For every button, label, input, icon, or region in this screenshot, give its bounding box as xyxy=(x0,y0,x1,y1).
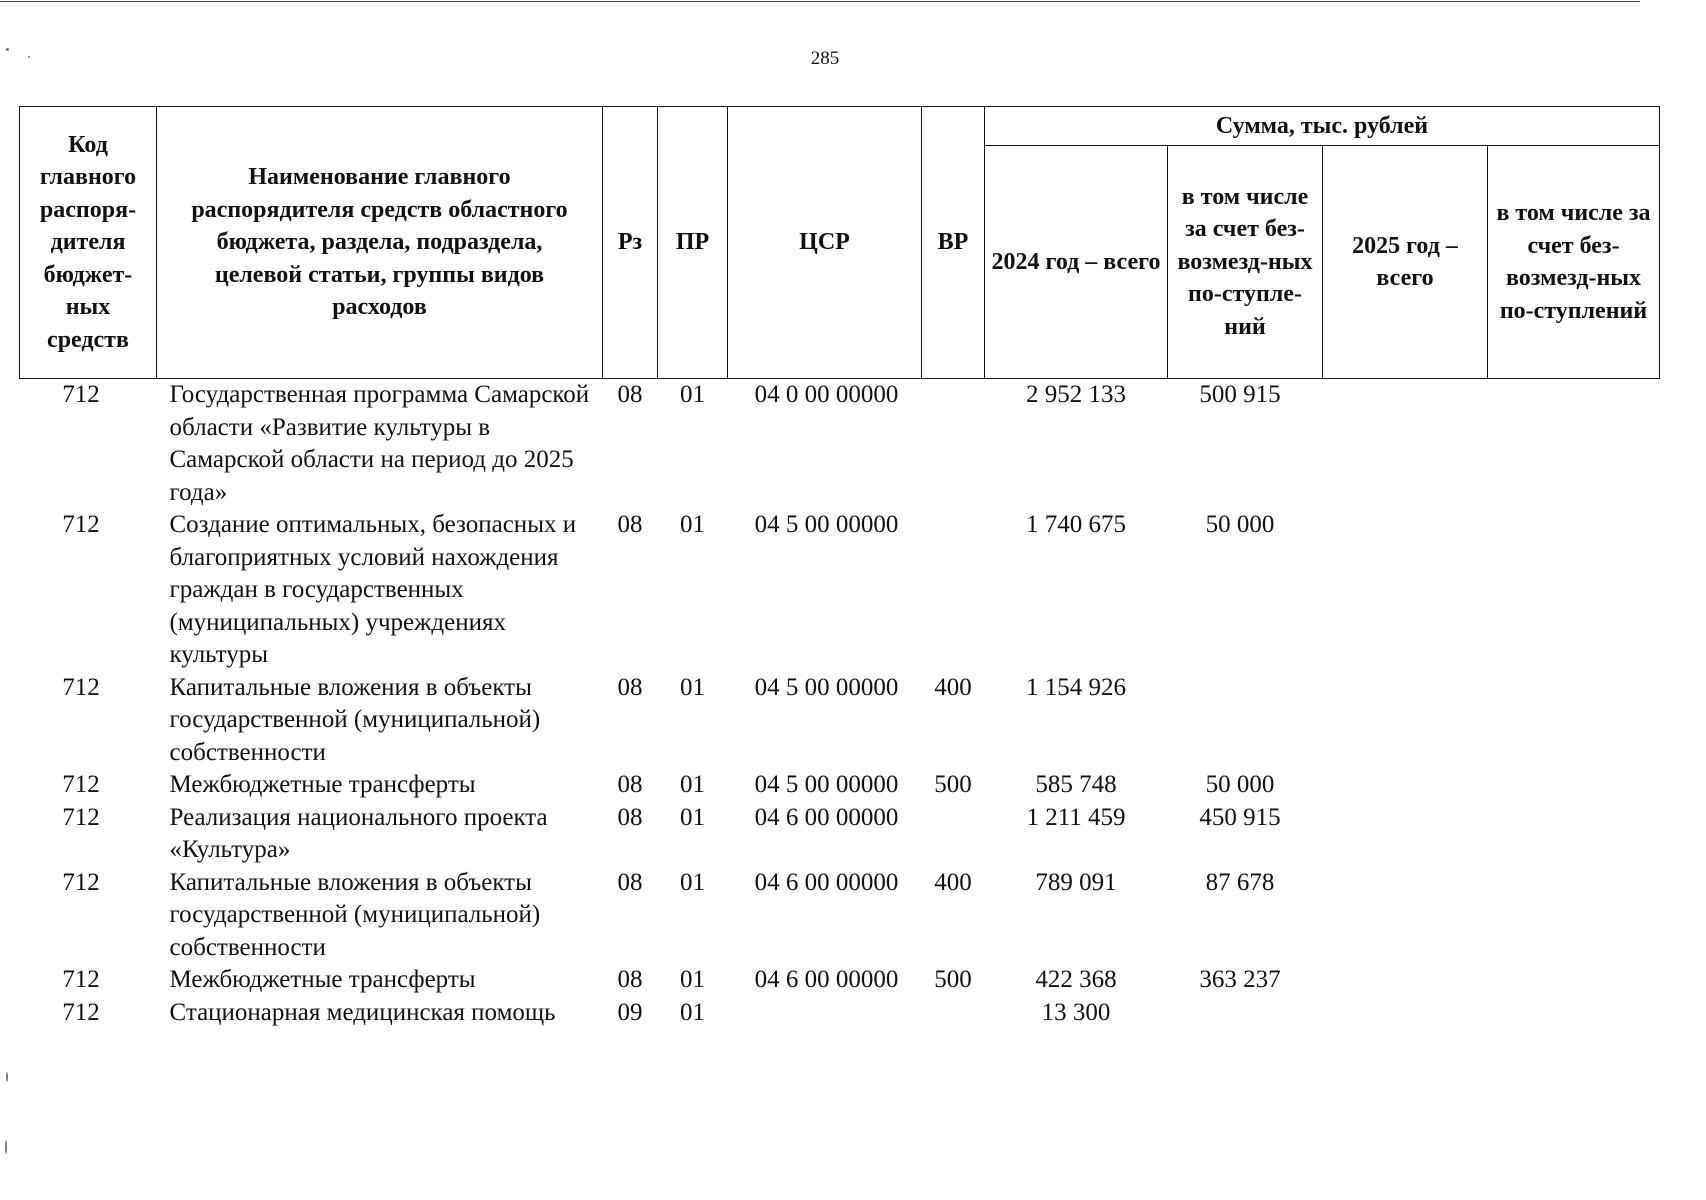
cell-2025-total xyxy=(1323,509,1488,672)
cell-vr xyxy=(922,997,985,1030)
cell-2024-total: 422 368 xyxy=(1035,966,1117,993)
cell-csr: 04 6 00 00000 xyxy=(754,803,899,831)
cell-name: Реализация национального проекта «Культура» xyxy=(169,803,548,863)
cell-vr xyxy=(922,379,985,510)
cell-csr xyxy=(728,997,922,1030)
cell-2024-free: 500 915 xyxy=(1199,381,1281,408)
cell-vr: 500 xyxy=(934,966,972,993)
cell-2024-free: 50 000 xyxy=(1205,511,1275,538)
cell-2025-free xyxy=(1488,997,1660,1030)
header-2024-total: 2024 год – всего xyxy=(985,146,1168,379)
cell-vr: 400 xyxy=(934,868,972,896)
cell-2024-free xyxy=(1168,997,1323,1030)
cell-pr: 01 xyxy=(680,511,705,538)
header-pr: ПР xyxy=(658,107,728,379)
cell-vr: 400 xyxy=(934,673,972,701)
cell-code: 712 xyxy=(62,771,100,798)
cell-name: Создание оптимальных, безопасных и благоприятных условий нахождения граждан в государственных (муниципальных) учреждениях культуры xyxy=(169,511,577,668)
cell-2024-total: 1 154 926 xyxy=(1026,673,1126,701)
cell-csr: 04 5 00 00000 xyxy=(754,673,899,701)
cell-2025-total xyxy=(1323,672,1488,770)
cell-vr xyxy=(922,509,985,672)
cell-rz: 08 xyxy=(617,381,643,408)
header-vr: ВР xyxy=(922,107,985,379)
budget-table xyxy=(19,106,1660,1029)
cell-2025-total xyxy=(1323,769,1488,802)
cell-code: 712 xyxy=(62,511,100,538)
cell-2025-free xyxy=(1488,867,1660,965)
cell-2024-free: 87 678 xyxy=(1205,868,1275,896)
cell-pr: 01 xyxy=(680,673,705,701)
cell-2024-total: 1 211 459 xyxy=(1026,803,1126,831)
cell-2024-free xyxy=(1168,672,1323,770)
cell-2024-free: 363 237 xyxy=(1199,966,1281,993)
top-rule xyxy=(0,1,1640,2)
cell-2025-total xyxy=(1323,379,1488,510)
header-csr: ЦСР xyxy=(728,107,922,379)
cell-2025-free xyxy=(1488,769,1660,802)
scan-speck xyxy=(28,56,30,58)
cell-vr: 500 xyxy=(934,771,972,798)
cell-name: Государственная программа Самарской области «Развитие культуры в Самарской области на период до 2025 года» xyxy=(169,381,590,506)
page-number: 285 xyxy=(810,48,840,69)
cell-2024-total: 2 952 133 xyxy=(1026,381,1126,408)
cell-name: Капитальные вложения в объекты государственной (муниципальной) собственности xyxy=(169,868,541,961)
header-name: Наименование главного распорядителя средств областного бюджета, раздела, подраздела, целевой статьи, группы видов расходов xyxy=(157,107,603,379)
cell-code: 712 xyxy=(62,966,100,993)
cell-name: Межбюджетные трансферты xyxy=(169,771,476,798)
cell-name: Межбюджетные трансферты xyxy=(169,966,476,993)
table-header xyxy=(20,107,1660,379)
table-body xyxy=(20,379,1660,1030)
cell-2024-total: 585 748 xyxy=(1035,771,1117,798)
table-row xyxy=(20,867,1660,965)
cell-vr xyxy=(922,802,985,867)
cell-csr: 04 6 00 00000 xyxy=(754,868,899,896)
cell-2025-total xyxy=(1323,964,1488,997)
cell-2025-free xyxy=(1488,379,1660,510)
cell-rz: 08 xyxy=(617,966,643,993)
cell-rz: 08 xyxy=(617,803,643,831)
cell-pr: 01 xyxy=(680,966,705,993)
header-2024-free: в том числе за счет без-возмезд-ных по-ступле-ний xyxy=(1168,146,1323,379)
header-2025-total: 2025 год – всего xyxy=(1323,146,1488,379)
cell-2025-free xyxy=(1488,509,1660,672)
scan-speck xyxy=(5,1140,7,1154)
cell-pr: 01 xyxy=(680,868,705,896)
cell-2024-total: 789 091 xyxy=(1035,868,1117,896)
header-code: Код главного распоря-дителя бюджет-ных средств xyxy=(20,107,157,379)
cell-rz: 08 xyxy=(617,868,643,896)
cell-pr: 01 xyxy=(680,803,705,831)
cell-code: 712 xyxy=(62,803,100,831)
scan-speck xyxy=(6,1072,8,1082)
cell-pr: 01 xyxy=(680,998,705,1026)
cell-csr: 04 6 00 00000 xyxy=(754,966,899,993)
cell-2025-free xyxy=(1488,802,1660,867)
cell-code: 712 xyxy=(62,998,100,1026)
cell-2024-total: 1 740 675 xyxy=(1026,511,1126,538)
cell-2024-free: 50 000 xyxy=(1205,771,1275,798)
cell-csr: 04 5 00 00000 xyxy=(754,511,899,538)
cell-rz: 08 xyxy=(617,673,643,701)
cell-pr: 01 xyxy=(680,381,705,408)
cell-2025-total xyxy=(1323,802,1488,867)
table-row xyxy=(20,997,1660,1030)
cell-rz: 08 xyxy=(617,511,643,538)
cell-2024-total: 13 300 xyxy=(1041,998,1111,1026)
scan-speck xyxy=(6,48,9,51)
cell-rz: 08 xyxy=(617,771,643,798)
header-2025-free: в том числе за счет без-возмезд-ных по-ступлений xyxy=(1488,146,1660,379)
cell-2025-free xyxy=(1488,964,1660,997)
header-sum-group: Сумма, тыс. рублей xyxy=(985,107,1660,146)
table-row xyxy=(20,379,1660,510)
table-row xyxy=(20,802,1660,867)
cell-2024-free: 450 915 xyxy=(1199,803,1281,831)
table-row xyxy=(20,509,1660,672)
header-rz: Рз xyxy=(603,107,658,379)
cell-code: 712 xyxy=(62,381,100,408)
cell-2025-total xyxy=(1323,997,1488,1030)
cell-pr: 01 xyxy=(680,771,705,798)
cell-name: Капитальные вложения в объекты государственной (муниципальной) собственности xyxy=(169,673,541,766)
table-row xyxy=(20,964,1660,997)
cell-2025-total xyxy=(1323,867,1488,965)
cell-name: Стационарная медицинская помощь xyxy=(169,998,556,1026)
cell-csr: 04 0 00 00000 xyxy=(754,381,899,408)
cell-rz: 09 xyxy=(617,998,643,1026)
cell-code: 712 xyxy=(62,868,100,896)
cell-code: 712 xyxy=(62,673,100,701)
table-row xyxy=(20,672,1660,770)
table-row xyxy=(20,769,1660,802)
cell-2025-free xyxy=(1488,672,1660,770)
cell-csr: 04 5 00 00000 xyxy=(754,771,899,798)
